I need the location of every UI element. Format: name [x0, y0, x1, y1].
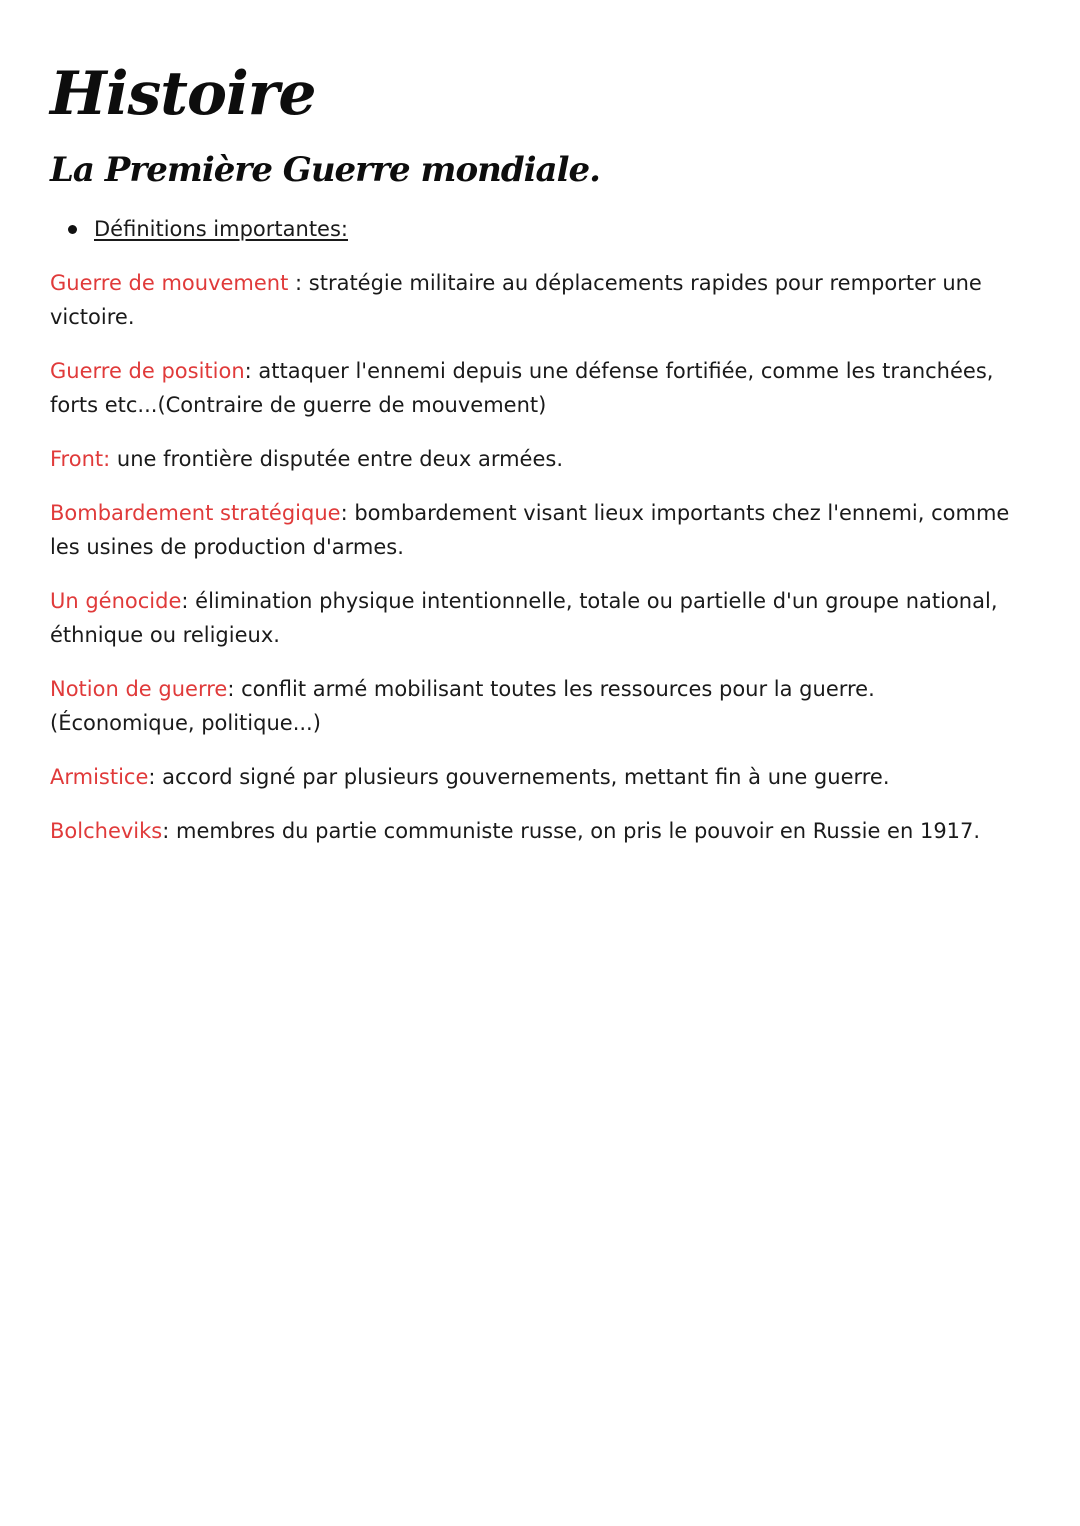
definition-item: [50, 584, 1020, 652]
definition-text: : élimination physique intentionnelle, totale ou partielle d'un groupe national, éthnique ou religieux.: [50, 589, 998, 647]
definition-item: [50, 814, 1020, 848]
definition-term: Un génocide: [50, 589, 182, 613]
definition-text: : bombardement visant lieux importants chez l'ennemi, comme les usines de production d'armes.: [50, 501, 1010, 559]
definition-text: : stratégie militaire au déplacements rapides pour remporter une victoire.: [50, 271, 982, 329]
section-heading-bullet: [50, 212, 1020, 246]
definition-term: Armistice: [50, 765, 149, 789]
definition-text: : conflit armé mobilisant toutes les ressources pour la guerre. (Économique, politique...): [50, 677, 875, 735]
section-heading: Définitions importantes:: [94, 217, 348, 241]
definition-term: Guerre de position: [50, 359, 245, 383]
definition-term: Front:: [50, 447, 111, 471]
definition-item: [50, 266, 1020, 334]
page-subtitle: La Première Guerre mondiale.: [50, 150, 600, 190]
definition-item: [50, 672, 1020, 740]
definition-term: Notion de guerre: [50, 677, 228, 701]
definition-term: Bolcheviks: [50, 819, 163, 843]
definition-item: [50, 442, 1020, 476]
definition-text: : accord signé par plusieurs gouvernements, mettant fin à une guerre.: [148, 765, 890, 789]
definition-item: [50, 496, 1020, 564]
definition-item: [50, 354, 1020, 422]
definitions-list: [50, 266, 1020, 848]
definition-term: Guerre de mouvement: [50, 271, 289, 295]
definition-text: : attaquer l'ennemi depuis une défense fortifiée, comme les tranchées, forts etc...(Contraire de guerre de mouvement): [50, 359, 994, 417]
definition-text: une frontière disputée entre deux armées.: [110, 447, 564, 471]
definition-term: Bombardement stratégique: [50, 501, 341, 525]
definition-text: : membres du partie communiste russe, on pris le pouvoir en Russie en 1917.: [162, 819, 981, 843]
page-title: Histoire: [50, 59, 316, 129]
definition-item: [50, 760, 1020, 794]
bullet-dot-icon: [68, 225, 77, 234]
